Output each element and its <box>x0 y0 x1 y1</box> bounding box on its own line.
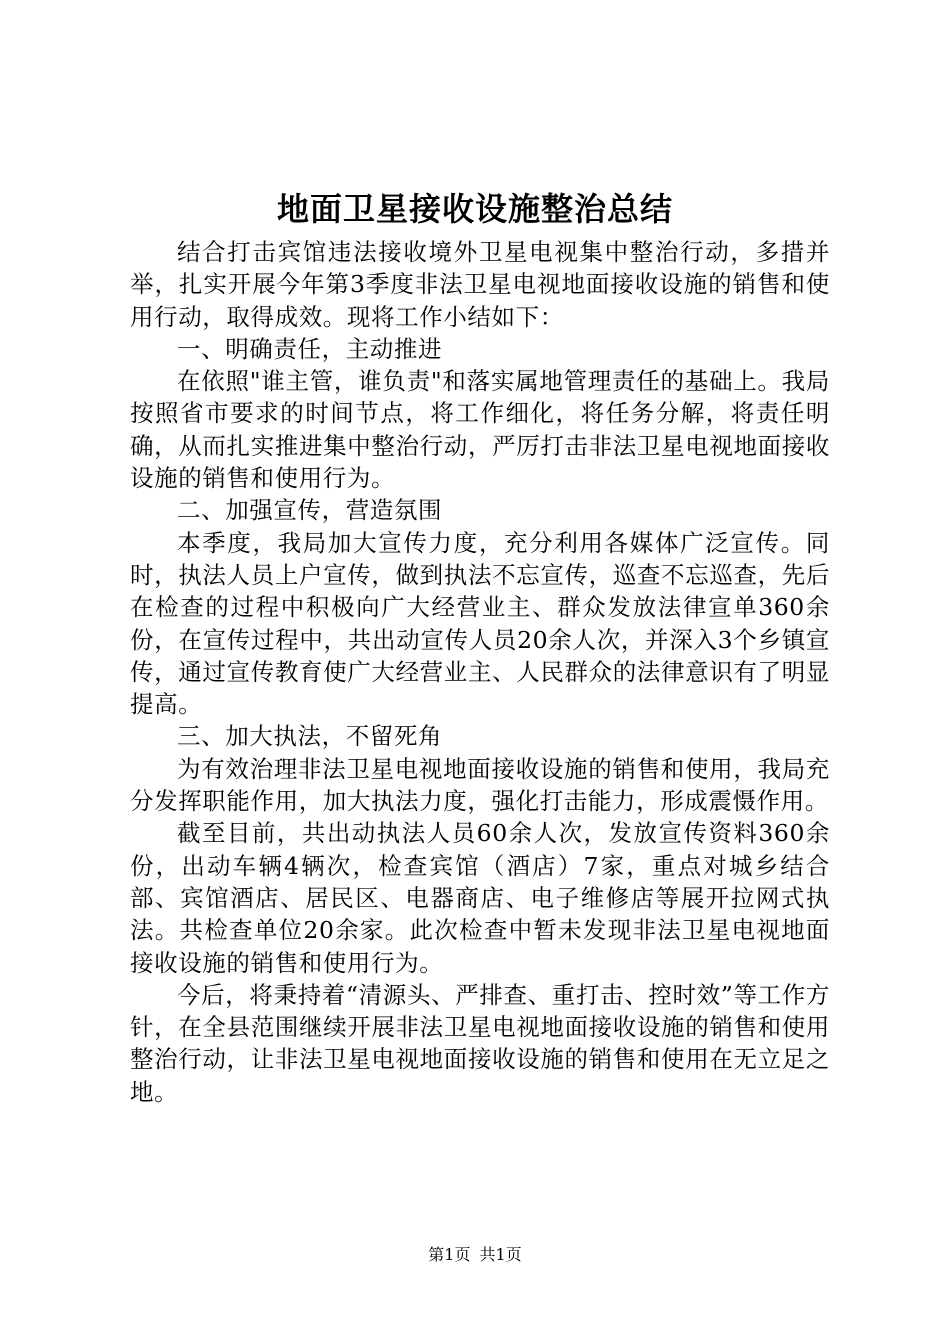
page-footer <box>0 1243 950 1267</box>
page-total: 共1页 <box>479 1245 522 1264</box>
paragraph-statistics: 截至目前，共出动执法人员60余人次，发放宣传资料360余份，出动车辆4辆次，检查宾馆（酒店）7家，重点对城乡结合部、宾馆酒店、居民区、电器商店、电子维修店等展开拉网式执法。共检查单位20余家。此次检查中暂未发现非法卫星电视地面接收设施的销售和使用行为。 <box>130 819 830 977</box>
paragraph-enforcement: 为有效治理非法卫星电视地面接收设施的销售和使用，我局充分发挥职能作用，加大执法力度，强化打击能力，形成震慑作用。 <box>130 754 830 816</box>
paragraph-publicity: 本季度，我局加大宣传力度，充分利用各媒体广泛宣传。同时，执法人员上户宣传，做到执法不忘宣传，巡查不忘巡查，先后在检查的过程中积极向广大经营业主、群众发放法律宣单360余份，在宣传过程中，共出动宣传人员20余人次，并深入3个乡镇宣传，通过宣传教育使广大经营业主、人民群众的法律意识有了明显提高。 <box>130 528 830 719</box>
section-heading-1: 一、明确责任，主动推进 <box>177 334 443 363</box>
paragraph-intro: 结合打击宾馆违法接收境外卫星电视集中整治行动，多措并举，扎实开展今年第3季度非法卫星电视地面接收设施的销售和使用行动，取得成效。现将工作小结如下： <box>130 238 830 331</box>
document-title: 地面卫星接收设施整治总结 <box>276 190 673 228</box>
paragraph-future: 今后，将秉持着“清源头、严排查、重打击、控时效”等工作方针，在全县范围继续开展非法卫星电视地面接收设施的销售和使用整治行动，让非法卫星电视地面接收设施的销售和使用在无立足之地。 <box>130 980 830 1106</box>
document-body <box>130 236 830 1108</box>
paragraph-responsibility: 在依照"谁主管，谁负责"和落实属地管理责任的基础上。我局按照省市要求的时间节点，将工作细化，将任务分解，将责任明确，从而扎实推进集中整治行动，严厉打击非法卫星电视地面接收设施的销售和使用行为。 <box>130 367 830 493</box>
section-heading-3: 三、加大执法，不留死角 <box>177 722 443 751</box>
page-number: 第1页 <box>428 1245 471 1264</box>
section-heading-2: 二、加强宣传，营造氛围 <box>177 496 443 525</box>
